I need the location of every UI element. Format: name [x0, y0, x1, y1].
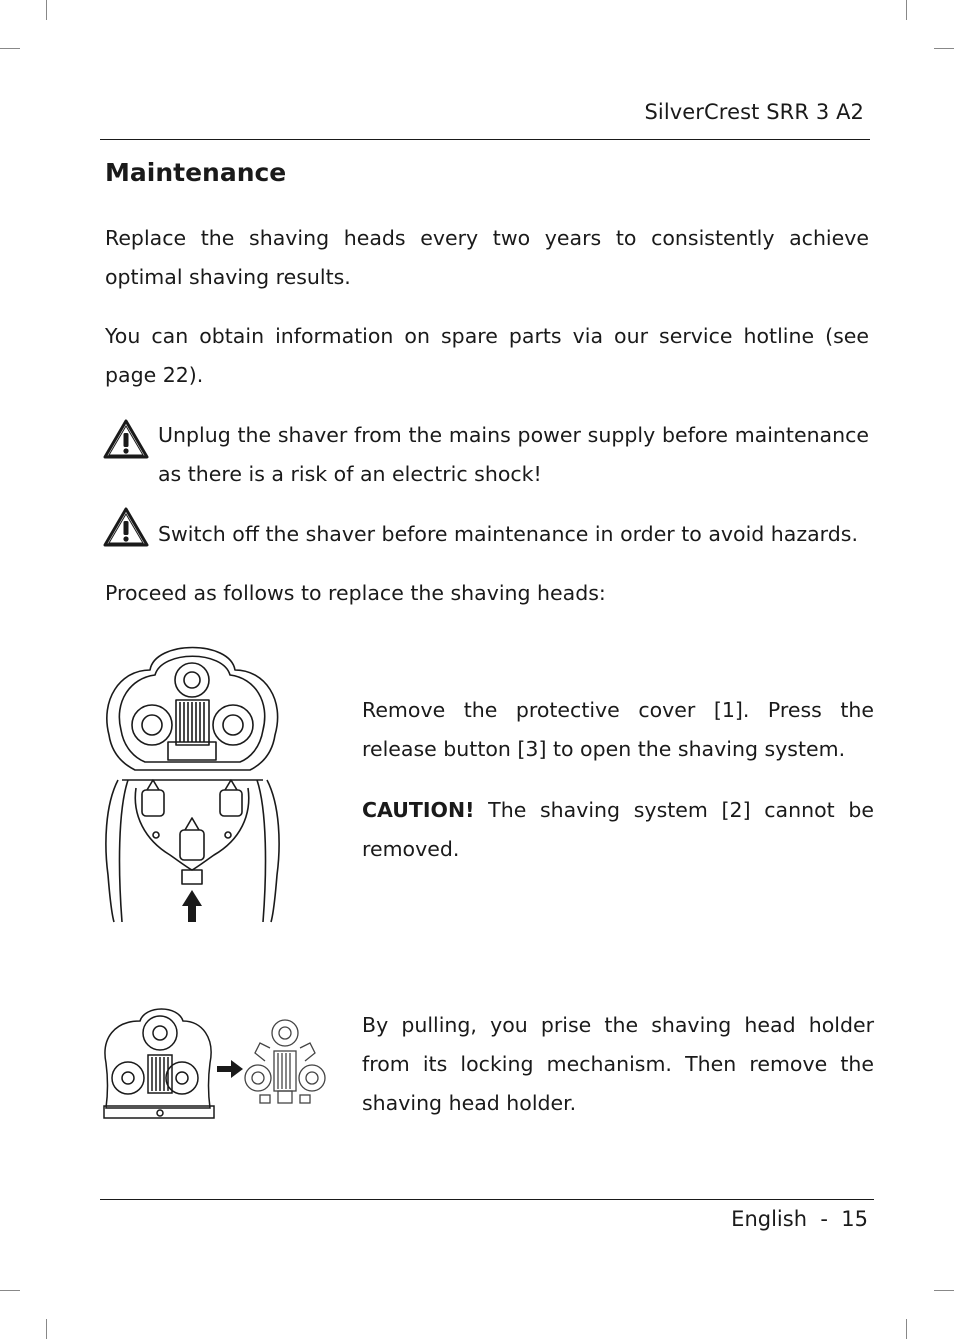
crop-mark: [0, 1290, 20, 1291]
crop-mark: [906, 0, 907, 20]
section-title: Maintenance: [105, 158, 287, 187]
header-product-name: SilverCrest SRR 3 A2: [644, 100, 864, 124]
caution-text: The shaving system [2] cannot be removed.: [362, 798, 874, 861]
warning-triangle-icon: [103, 419, 149, 459]
paragraph-replace-heads: Replace the shaving heads every two years to consistently achieve optimal shaving results.: [105, 226, 869, 289]
crop-mark: [934, 48, 954, 49]
step1-caution: [362, 791, 874, 869]
head-holder-illustration: [100, 1003, 335, 1121]
arrow-icon: [217, 1060, 243, 1078]
header-rule: [100, 139, 870, 140]
crop-mark: [934, 1290, 954, 1291]
footer-page-label: English - 15: [731, 1207, 868, 1231]
crop-mark: [906, 1319, 907, 1339]
paragraph-proceed: Proceed as follows to replace the shaving heads:: [105, 581, 606, 605]
arrow-icon: [182, 890, 202, 922]
warning-switch-off-text: Switch off the shaver before maintenance in order to avoid hazards.: [158, 522, 858, 546]
paragraph-spare-parts: You can obtain information on spare parts via our service hotline (see page 22).: [105, 324, 869, 387]
step2-text: By pulling, you prise the shaving head holder from its locking mechanism. Then remove the shaving head holder.: [362, 1013, 874, 1115]
shaver-open-illustration: [100, 630, 285, 925]
crop-mark: [46, 1319, 47, 1339]
footer-rule: [100, 1199, 874, 1200]
crop-mark: [46, 0, 47, 20]
warning-unplug-text: Unplug the shaver from the mains power supply before maintenance as there is a risk of an electric shock!: [158, 423, 869, 486]
caution-label: CAUTION!: [362, 798, 475, 822]
step1-text: Remove the protective cover [1]. Press the release button [3] to open the shaving system.: [362, 698, 874, 761]
crop-mark: [0, 48, 20, 49]
warning-triangle-icon: [103, 507, 149, 547]
